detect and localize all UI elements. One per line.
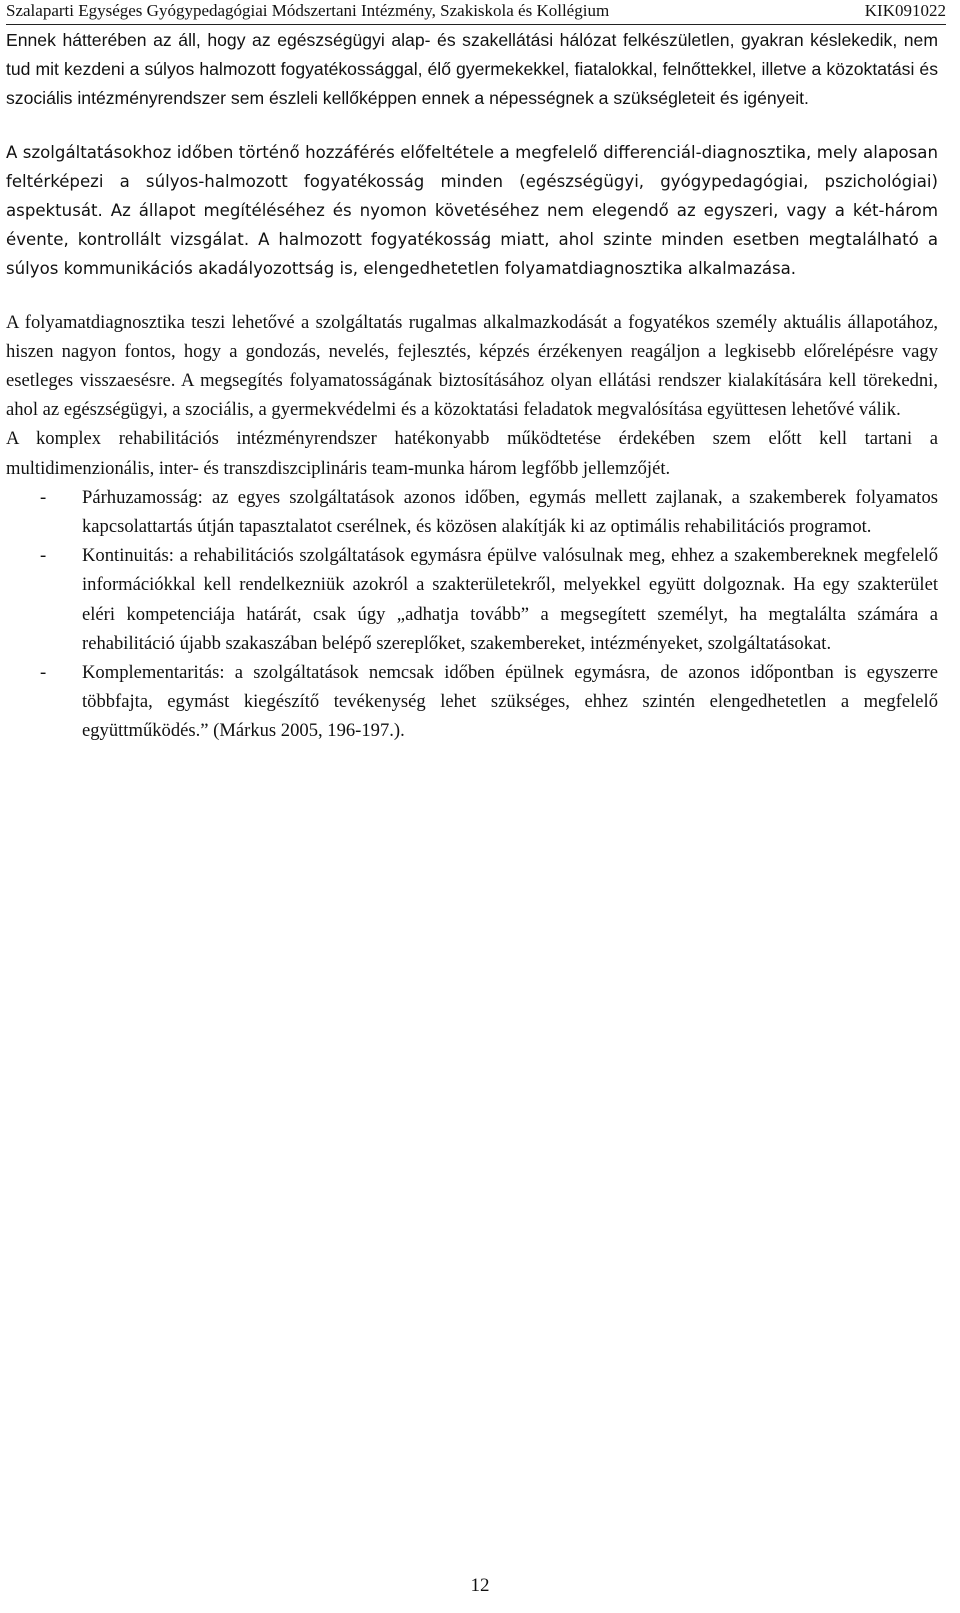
paragraph-team-work: A komplex rehabilitációs intézményrendszer hatékonyabb működtetése érdekében szem előtt kell tartani a multidimenzionális, inter- és transzdiszciplináris team-munka három legfőbb jellemzőjét. (6, 428, 938, 479)
list-bullet: - (40, 662, 47, 684)
header-document-code: KIK091022 (864, 1, 946, 20)
paragraph-diagnostics (6, 138, 938, 284)
list-item-text: Komplementaritás: a szolgáltatások nemcsak időben épülnek egymásra, de azonos időpontban is egyszerre többfajta, egymást kiegészítő tevékenység lehet szükséges, ehhez szintén elengedhetetlen a megfelelő együttműködés.” (Márkus 2005, 196-197.). (82, 662, 938, 742)
paragraph-process-diagnostics: A folyamatdiagnosztika teszi lehetővé a szolgáltatás rugalmas alkalmazkodását a fogyatékos személy aktuális állapotához, hiszen nagyon fontos, hogy a gondozás, nevelés, fejlesztés, képzés érzékenyen reagáljon a legkisebb előrelépésre vagy esetleges visszaesésre. A megsegítés folyamatosságának biztosításához olyan ellátási rendszer kialakítására kell törekedni, ahol az egészségügyi, a szociális, a gyermekvédelmi és a közoktatási feladatok megvalósítása együttesen lehetővé válik. (6, 311, 938, 421)
header-institution-name: Szalaparti Egységes Gyógypedagógiai Módszertani Intézmény, Szakiskola és Kollégium (6, 1, 610, 20)
list-item (6, 483, 938, 541)
characteristics-list (6, 483, 938, 746)
paragraph-diagnostics-part-2: A halmozott fogyatékosság miatt, ahol szinte minden esetben megtalálható a súlyos kommunikációs akadályozottság is, elengedhetetlen folyamatdiagnosztika alkalmazása. (6, 230, 938, 279)
list-item (6, 658, 938, 746)
page-number: 12 (470, 1575, 490, 1596)
list-bullet: - (40, 486, 47, 508)
page-header (6, 0, 946, 25)
document-body (6, 26, 938, 746)
paragraph-diagnostics-part-1: A szolgáltatásokhoz időben történő hozzáférés előfeltétele a megfelelő differenciál-diagnosztika, mely alaposan feltérképezi a súlyos-halmozott fogyatékosság minden (egészségügyi, gyógypedagógiai, pszichológiai) aspektusát. Az állapot megítéléséhez és nyomon követéséhez nem elegendő az egyszeri, vagy a két-három évente, kontrollált vizsgálat. (6, 142, 938, 250)
paragraph-background: Ennek hátterében az áll, hogy az egészségügyi alap- és szakellátási hálózat felkészületlen, gyakran késlekedik, nem tud mit kezdeni a súlyos halmozott fogyatékossággal, élő gyermekekkel, fiatalokkal, felnőttekkel, illetve a közoktatási és szociális intézményrendszer sem észleli kellőképpen ennek a népességnek a szükségleteit és igényeit. (6, 30, 938, 109)
list-item-text: Párhuzamosság: az egyes szolgáltatások azonos időben, egymás mellett zajlanak, a szakemberek folyamatos kapcsolattartás útján tapasztalatot cserélnek, és közösen alakítják ki az optimális rehabilitációs programot. (82, 486, 938, 538)
list-item (6, 541, 938, 658)
list-item-text: Kontinuitás: a rehabilitációs szolgáltatások egymásra épülve valósulnak meg, ehhez a szakembereknek megfelelő információkkal kell rendelkezniük azokról a szakterületekről, melyekkel együtt dolgoznak. Ha egy szakterület eléri kompetenciája határát, csak úgy „adhatja tovább” a megsegített személyt, ha megtalálta számára a rehabilitáció újabb szakaszában belépő szereplőket, szakembereket, intézményeket, szolgáltatásokat. (82, 545, 938, 654)
list-bullet: - (40, 545, 47, 567)
